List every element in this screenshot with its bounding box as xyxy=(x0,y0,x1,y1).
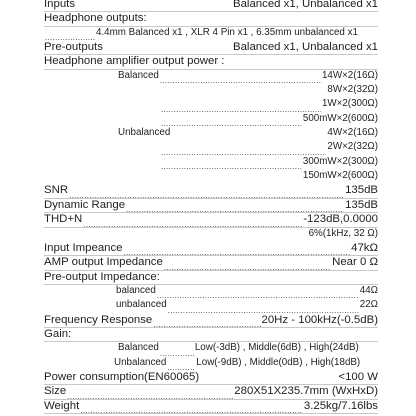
spec-label: Headphone amplifier output power : xyxy=(44,55,225,68)
dot-leader xyxy=(161,117,302,126)
spec-value: 14W×2(16Ω) xyxy=(321,69,378,81)
spec-heading-output-power xyxy=(44,54,378,69)
spec-label: Size xyxy=(44,385,67,398)
dot-leader xyxy=(168,304,359,313)
spec-value: 2W×2(32Ω) xyxy=(327,141,378,153)
spec-row-pre-outputs xyxy=(44,40,378,55)
spec-row-dynamic-range xyxy=(44,198,378,213)
spec-row-pre-unbalanced xyxy=(116,298,378,312)
spec-label: Frequency Response xyxy=(44,313,153,326)
dot-leader xyxy=(83,218,302,227)
spec-value: Balanced x1, Unbalanced x1 xyxy=(232,41,378,54)
spec-row-gain-balanced xyxy=(118,341,378,355)
spec-label: unbalanced xyxy=(116,299,167,311)
spec-value: 135dB xyxy=(345,184,378,197)
spec-label: Unbalanced xyxy=(114,356,167,368)
spec-row-balanced-300 xyxy=(160,97,378,111)
spec-label: Unbalanced xyxy=(118,127,171,139)
spec-heading-headphone-outputs xyxy=(44,11,378,26)
spec-row-weight xyxy=(44,399,378,414)
spec-value: 44Ω xyxy=(359,284,378,296)
spec-label: Inputs xyxy=(44,0,76,10)
spec-label: Balanced xyxy=(118,69,159,81)
dot-leader xyxy=(161,89,326,98)
spec-row-input-impedance xyxy=(44,241,378,256)
spec-value: Low(-3dB) , Middle(6dB) , High(24dB) xyxy=(194,342,359,354)
dot-leader xyxy=(161,175,302,184)
spec-row-unbalanced-300 xyxy=(160,155,378,169)
spec-row-unbalanced-32 xyxy=(160,140,378,154)
dot-leader xyxy=(164,261,331,270)
spec-value: Near 0 Ω xyxy=(332,256,378,269)
spec-value: 8W×2(32Ω) xyxy=(327,84,378,96)
spec-row-balanced-16 xyxy=(118,69,378,83)
spec-heading-pre-output-impedance xyxy=(44,270,378,285)
spec-value: Balanced x1, Unbalanced x1 xyxy=(232,0,378,10)
spec-label: balanced xyxy=(116,284,156,296)
dot-leader xyxy=(161,146,326,155)
spec-row-frequency-response xyxy=(44,313,378,328)
dot-leader xyxy=(76,3,232,12)
dot-leader xyxy=(200,376,337,385)
spec-row-power-consumption xyxy=(44,370,378,385)
dot-leader xyxy=(69,189,344,198)
spec-label: Gain: xyxy=(44,327,72,340)
dot-leader xyxy=(157,289,359,298)
spec-row-gain-unbalanced xyxy=(114,356,378,370)
spec-value: 500mW×2(600Ω) xyxy=(302,112,378,124)
spec-value: 135dB xyxy=(345,198,378,211)
spec-value: 150mW×2(600Ω) xyxy=(302,170,378,182)
dot-leader xyxy=(153,318,260,327)
spec-value: 47kΩ xyxy=(351,241,378,254)
spec-label: AMP output Impedance xyxy=(44,256,163,269)
spec-value: 6%(1kHz, 32 Ω) xyxy=(308,227,378,239)
spec-value: -123dB,0.0000 xyxy=(303,213,378,226)
dot-leader xyxy=(160,347,194,356)
spec-row-amp-output-impedance xyxy=(44,255,378,270)
spec-label: SNR xyxy=(44,184,69,197)
spec-value: 3.25kg/7.16lbs xyxy=(303,399,378,412)
spec-label: Headphone outputs: xyxy=(44,12,147,25)
spec-row-unbalanced-600 xyxy=(160,169,378,183)
spec-value: 300mW×2(300Ω) xyxy=(302,155,378,167)
spec-row-balanced-600 xyxy=(160,112,378,126)
spec-value: 280X51X235.7mm (WxHxD) xyxy=(234,385,378,398)
spec-label: THD+N xyxy=(44,213,83,226)
spec-value: 22Ω xyxy=(359,299,378,311)
spec-label: Input Impeance xyxy=(44,241,123,254)
spec-row-balanced-32 xyxy=(160,83,378,97)
spec-row-thd-n xyxy=(44,212,378,227)
spec-value: 20Hz - 100kHz(-0.5dB) xyxy=(261,313,378,326)
spec-value: <100 W xyxy=(338,370,378,383)
spec-value: 1W×2(300Ω) xyxy=(321,98,378,110)
dot-leader xyxy=(161,103,321,112)
spec-value: 4.4mm Balanced x1 , XLR 4 Pin x1 , 6.35mm unbalanced x1 xyxy=(96,26,358,38)
dot-leader xyxy=(160,74,321,83)
dot-leader xyxy=(171,132,326,141)
spec-label: Pre-output Impedance: xyxy=(44,270,160,283)
spec-row-pre-balanced xyxy=(116,284,378,298)
spec-value: Low(-9dB) , Middle(0dB) , High(18dB) xyxy=(196,356,361,368)
spec-label: Balanced xyxy=(118,342,159,354)
spec-value: 4W×2(16Ω) xyxy=(327,127,378,139)
dot-leader xyxy=(80,404,303,413)
dot-leader xyxy=(167,361,195,370)
spec-row-size xyxy=(44,384,378,399)
dot-leader xyxy=(124,246,351,255)
dot-leader xyxy=(161,160,302,169)
dot-leader xyxy=(104,46,232,55)
spec-label: Power consumption(EN60065) xyxy=(44,370,200,383)
spec-label: Dynamic Range xyxy=(44,198,126,211)
spec-row-thd-n-cont xyxy=(44,227,378,241)
spec-row-snr xyxy=(44,183,378,198)
spec-heading-gain xyxy=(44,327,378,342)
spec-row-unbalanced-16 xyxy=(118,126,378,140)
spec-row-headphone-outputs xyxy=(44,26,378,40)
spec-label: Pre-outputs xyxy=(44,41,103,54)
dot-leader xyxy=(126,203,344,212)
dot-leader xyxy=(45,31,95,40)
spec-label: Weight xyxy=(44,399,80,412)
dot-leader xyxy=(67,390,233,399)
